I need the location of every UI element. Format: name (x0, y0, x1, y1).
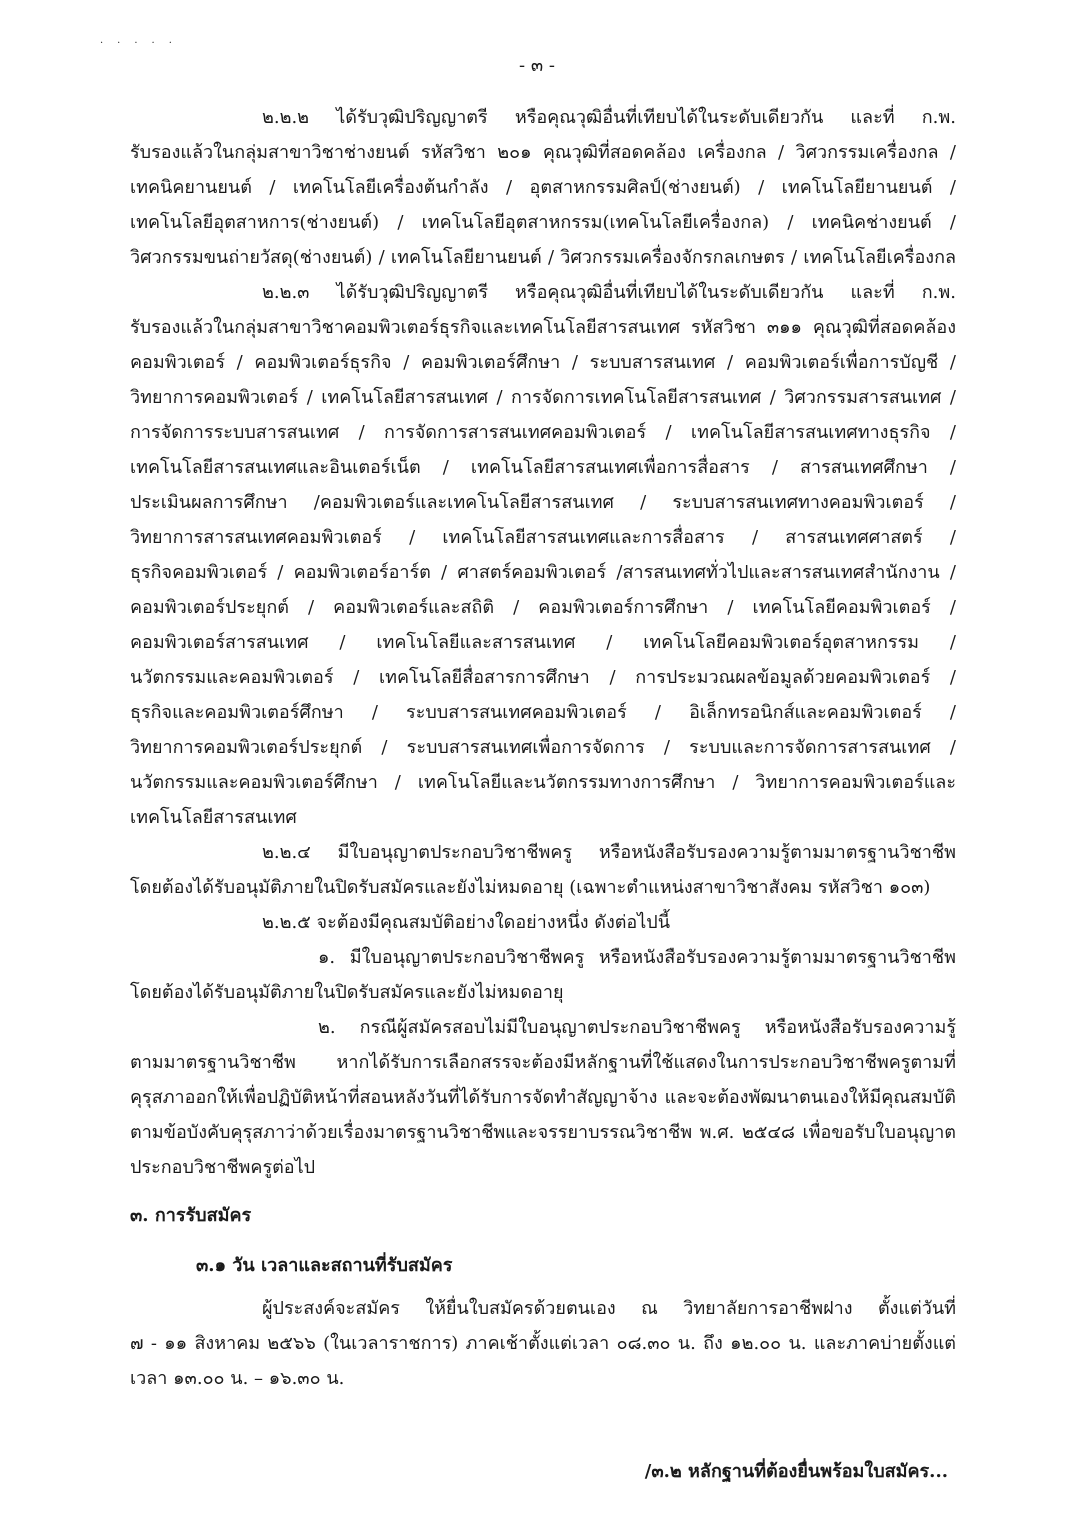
paragraph-line: วิทยาการคอมพิวเตอร์ประยุกต์ / ระบบสารสนเทศเพื่อการจัดการ / ระบบและการจัดการสารสนเทศ / (130, 737, 957, 758)
paragraph-line: ประกอบวิชาชีพครูต่อไป (130, 1157, 316, 1178)
continuation-note: /๓.๒ หลักฐานที่ต้องยื่นพร้อมใบสมัคร... (644, 1461, 948, 1482)
subsection-heading: ๓.๑ วัน เวลาและสถานที่รับสมัคร (196, 1255, 453, 1276)
paragraph-line: คอมพิวเตอร์ / คอมพิวเตอร์ธุรกิจ / คอมพิวเตอร์ศึกษา / ระบบสารสนเทศ / คอมพิวเตอร์เพื่อการบัญชี / (130, 352, 956, 373)
paragraph-line: ตามข้อบังคับคุรุสภาว่าด้วยเรื่องมาตรฐานวิชาชีพและจรรยาบรรณวิชาชีพ พ.ศ. ๒๕๔๘ เพื่อขอรับใบอนุญาต (130, 1122, 956, 1143)
scan-specks: ····· (100, 38, 186, 49)
paragraph-line: รับรองแล้วในกลุ่มสาขาวิชาช่างยนต์ รหัสวิชา ๒๐๑ คุณวุฒิที่สอดคล้อง เครื่องกล / วิศวกรรมเครื่องกล / (130, 142, 956, 163)
paragraph-line: เทคโนโลยีอุตสาหการ(ช่างยนต์) / เทคโนโลยีอุตสาหกรรม(เทคโนโลยีเครื่องกล) / เทคนิคช่างยนต์ / (130, 212, 956, 233)
paragraph-line: ๒. กรณีผู้สมัครสอบไม่มีใบอนุญาตประกอบวิชาชีพครู หรือหนังสือรับรองความรู้ (318, 1017, 956, 1038)
section-heading: ๓. การรับสมัคร (130, 1205, 252, 1226)
paragraph-line: วิทยาการสารสนเทศคอมพิวเตอร์ / เทคโนโลยีสารสนเทศและการสื่อสาร / สารสนเทศศาสตร์ / (130, 527, 956, 548)
paragraph-line: คอมพิวเตอร์ประยุกต์ / คอมพิวเตอร์และสถิติ / คอมพิวเตอร์การศึกษา / เทคโนโลยีคอมพิวเตอร์ / (130, 597, 956, 618)
paragraph-line: คุรุสภาออกให้เพื่อปฏิบัติหน้าที่สอนหลังวันที่ได้รับการจัดทำสัญญาจ้าง และจะต้องพัฒนาตนเองให้มีคุณสมบัติ (130, 1087, 956, 1108)
paragraph-line: ๒.๒.๕ จะต้องมีคุณสมบัติอย่างใดอย่างหนึ่ง ดังต่อไปนี้ (262, 912, 671, 933)
paragraph-line: วิศวกรรมขนถ่ายวัสดุ(ช่างยนต์) / เทคโนโลยียานยนต์ / วิศวกรรมเครื่องจักรกลเกษตร / เทคโนโลยีเครื่องกล (130, 247, 956, 268)
paragraph-line: ๒.๒.๓ ได้รับวุฒิปริญญาตรี หรือคุณวุฒิอื่นที่เทียบได้ในระดับเดียวกัน และที่ ก.พ. (262, 282, 956, 303)
paragraph-line: การจัดการระบบสารสนเทศ / การจัดการสารสนเทศคอมพิวเตอร์ / เทคโนโลยีสารสนเทศทางธุรกิจ / (130, 422, 956, 443)
paragraph-line: เทคโนโลยีสารสนเทศและอินเตอร์เน็ต / เทคโนโลยีสารสนเทศเพื่อการสื่อสาร / สารสนเทศศึกษา / (130, 457, 956, 478)
paragraph-line: นวัตกรรมและคอมพิวเตอร์ศึกษา / เทคโนโลยีและนวัตกรรมทางการศึกษา / วิทยาการคอมพิวเตอร์และ (130, 772, 956, 793)
paragraph-line: ธุรกิจคอมพิวเตอร์ / คอมพิวเตอร์อาร์ต / ศาสตร์คอมพิวเตอร์ /สารสนเทศทั่วไปและสารสนเทศสำนักงาน / (130, 562, 956, 583)
paragraph-line: โดยต้องได้รับอนุมัติภายในปิดรับสมัครและยังไม่หมดอายุ (เฉพาะตำแหน่งสาขาวิชาสังคม รหัสวิชา ๑๐๓) (130, 877, 931, 898)
paragraph-line: คอมพิวเตอร์สารสนเทศ / เทคโนโลยีและสารสนเทศ / เทคโนโลยีคอมพิวเตอร์อุตสาหกรรม / (130, 632, 956, 653)
paragraph-line: ๒.๒.๔ มีใบอนุญาตประกอบวิชาชีพครู หรือหนังสือรับรองความรู้ตามมาตรฐานวิชาชีพ (262, 842, 956, 863)
paragraph-line: รับรองแล้วในกลุ่มสาขาวิชาคอมพิวเตอร์ธุรกิจและเทคโนโลยีสารสนเทศ รหัสวิชา ๓๑๑ คุณวุฒิที่สอดคล้อง (130, 317, 956, 338)
page-number: - ๓ - (519, 55, 555, 76)
paragraph-line: โดยต้องได้รับอนุมัติภายในปิดรับสมัครและยังไม่หมดอายุ (130, 982, 564, 1003)
paragraph-line: ตามมาตรฐานวิชาชีพ หากได้รับการเลือกสรรจะต้องมีหลักฐานที่ใช้แสดงในการประกอบวิชาชีพครูตามที่ (130, 1052, 956, 1073)
paragraph-line: วิทยาการคอมพิวเตอร์ / เทคโนโลยีสารสนเทศ / การจัดการเทคโนโลยีสารสนเทศ / วิศวกรรมสารสนเทศ / (130, 387, 956, 408)
paragraph-line: ธุรกิจและคอมพิวเตอร์ศึกษา / ระบบสารสนเทศคอมพิวเตอร์ / อิเล็กทรอนิกส์และคอมพิวเตอร์ / (130, 702, 956, 723)
paragraph-line: ประเมินผลการศึกษา /คอมพิวเตอร์และเทคโนโลยีสารสนเทศ / ระบบสารสนเทศทางคอมพิวเตอร์ / (130, 492, 956, 513)
paragraph-line: ๒.๒.๒ ได้รับวุฒิปริญญาตรี หรือคุณวุฒิอื่นที่เทียบได้ในระดับเดียวกัน และที่ ก.พ. (262, 107, 956, 128)
paragraph-line: ๗ - ๑๑ สิงหาคม ๒๕๖๖ (ในเวลาราชการ) ภาคเช้าตั้งแต่เวลา ๐๘.๓๐ น. ถึง ๑๒.๐๐ น. และภาคบ่ายตั้งแต่ (130, 1333, 956, 1354)
paragraph-line: เทคโนโลยีสารสนเทศ (130, 807, 297, 828)
paragraph-line: เวลา ๑๓.๐๐ น. – ๑๖.๓๐ น. (130, 1368, 345, 1389)
paragraph-line: ๑. มีใบอนุญาตประกอบวิชาชีพครู หรือหนังสือรับรองความรู้ตามมาตรฐานวิชาชีพ (318, 947, 956, 968)
paragraph-line: นวัตกรรมและคอมพิวเตอร์ / เทคโนโลยีสื่อสารการศึกษา / การประมวณผลข้อมูลด้วยคอมพิวเตอร์ / (130, 667, 956, 688)
paragraph-line: เทคนิคยานยนต์ / เทคโนโลยีเครื่องต้นกำลัง / อุตสาหกรรมศิลป์(ช่างยนต์) / เทคโนโลยียานยนต์ / (130, 177, 956, 198)
paragraph-line: ผู้ประสงค์จะสมัคร ให้ยื่นใบสมัครด้วยตนเอง ณ วิทยาลัยการอาชีพฝาง ตั้งแต่วันที่ (262, 1298, 956, 1319)
